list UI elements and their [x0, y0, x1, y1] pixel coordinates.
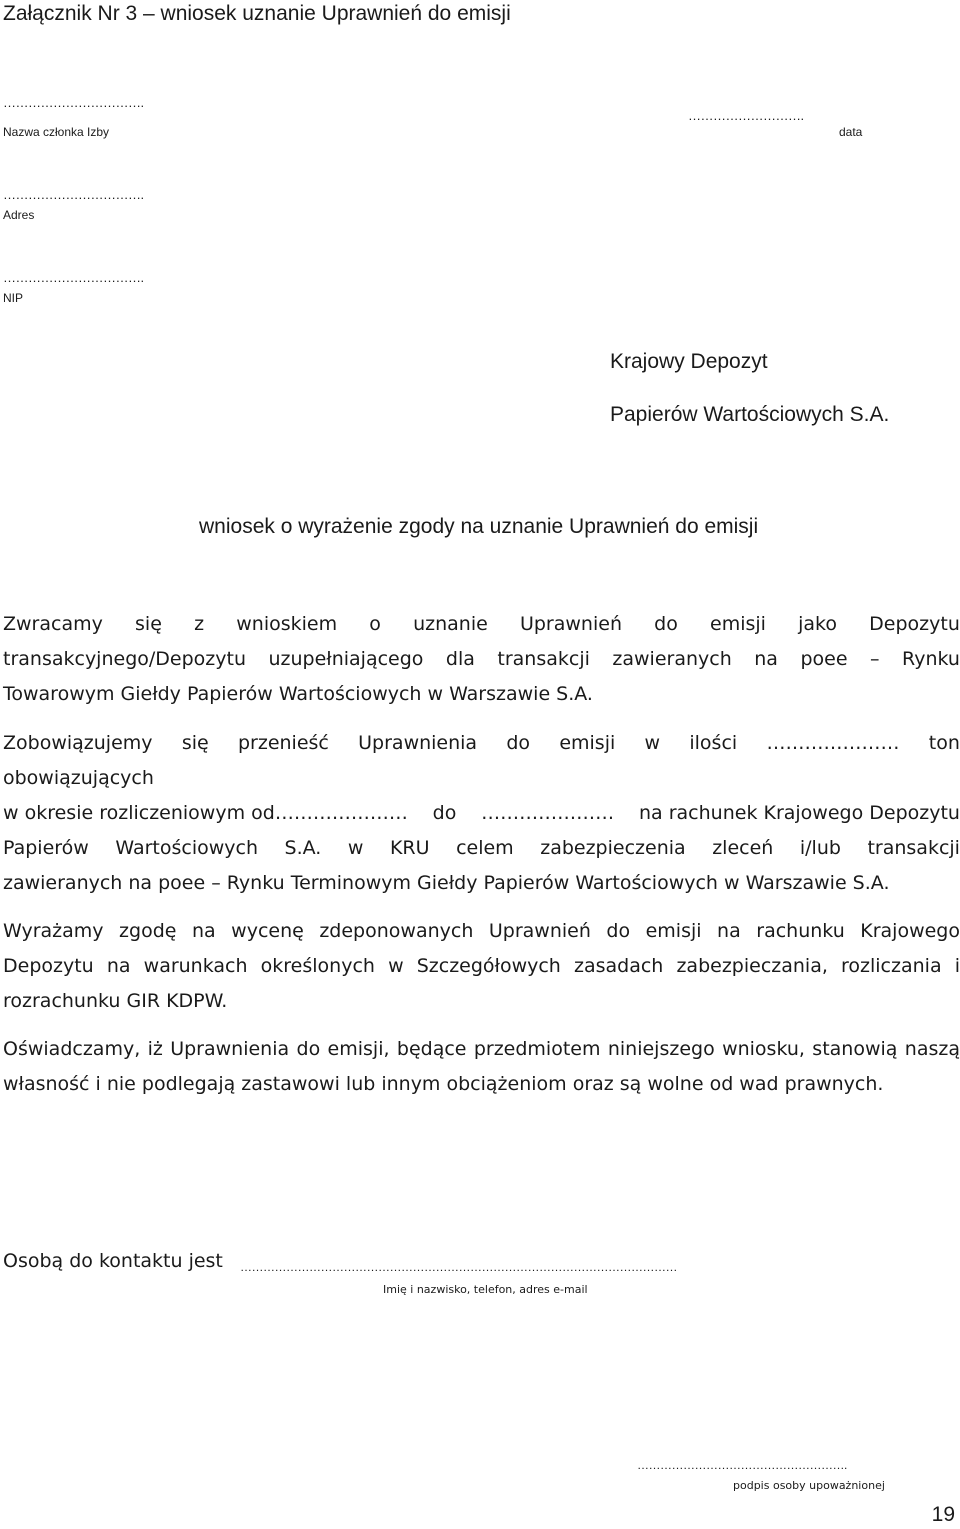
recipient-line-2: Papierów Wartościowych S.A. [610, 403, 890, 426]
paragraph-line: Papierów Wartościowych S.A. w KRU celem zabezpieczenia zleceń i/lub transakcji [3, 837, 960, 859]
contact-hint: Imię i nazwisko, telefon, adres e-mail [383, 1283, 588, 1296]
paragraph-line: Zwracamy się z wnioskiem o uznanie Uprawnień do emisji jako Depozytu [3, 613, 960, 635]
paragraph-valuation-consent: Wyrażamy zgodę na wycenę zdeponowanych Uprawnień do emisji na rachunku Krajowego Depozytu na warunkach określonych w Szczegółowych zasadach zabezpieczania, rozliczania i rozrachunku GIR KDPW. [3, 920, 960, 1012]
paragraph-line: w okresie rozliczeniowym od………………… do ………………… na rachunek Krajowego Depozytu [3, 802, 960, 824]
member-name-field: ……………………………. [3, 95, 144, 110]
request-heading: wniosek o wyrażenie zgody na uznanie Uprawnień do emisji [199, 515, 759, 538]
nip-field: ……………………………. [3, 270, 144, 285]
paragraph-obligation [3, 726, 960, 901]
page-number: 19 [931, 1503, 955, 1526]
document-title: Załącznik Nr 3 – wniosek uznanie Uprawnień do emisji [3, 2, 511, 25]
address-field: ……………………………. [3, 187, 144, 202]
contact-field: …………………………………………………………………………………………………… [240, 1260, 677, 1274]
member-name-label: Nazwa członka Izby [3, 125, 110, 139]
paragraph-request [3, 607, 960, 712]
date-label: data [839, 125, 863, 139]
signature-field: ………………………………………………. [637, 1458, 847, 1472]
date-field: ………………………. [688, 108, 804, 123]
recipient-line-1: Krajowy Depozyt [610, 350, 768, 373]
paragraph-line: Zobowiązujemy się przenieść Uprawnienia do emisji w ilości ………………… ton [3, 732, 960, 754]
address-label: Adres [3, 208, 35, 222]
paragraph-ownership-statement: Oświadczamy, iż Uprawnienia do emisji, będące przedmiotem niniejszego wniosku, stanowią naszą własność i nie podlegają zastawowi lub innym obciążeniom oraz są wolne od wad prawnych. [3, 1038, 960, 1095]
paragraph-line: zawieranych na poee – Rynku Terminowym Giełdy Papierów Wartościowych w Warszawie S.A. [3, 872, 890, 894]
nip-label: NIP [3, 291, 24, 305]
paragraph-line: Towarowym Giełdy Papierów Wartościowych w Warszawie S.A. [3, 683, 593, 705]
signature-label: podpis osoby upoważnionej [733, 1479, 885, 1492]
paragraph-line: obowiązujących [3, 767, 154, 789]
paragraph-line: transakcyjnego/Depozytu uzupełniającego dla transakcji zawieranych na poee – Rynku [3, 648, 960, 670]
contact-label: Osobą do kontaktu jest [3, 1250, 223, 1272]
